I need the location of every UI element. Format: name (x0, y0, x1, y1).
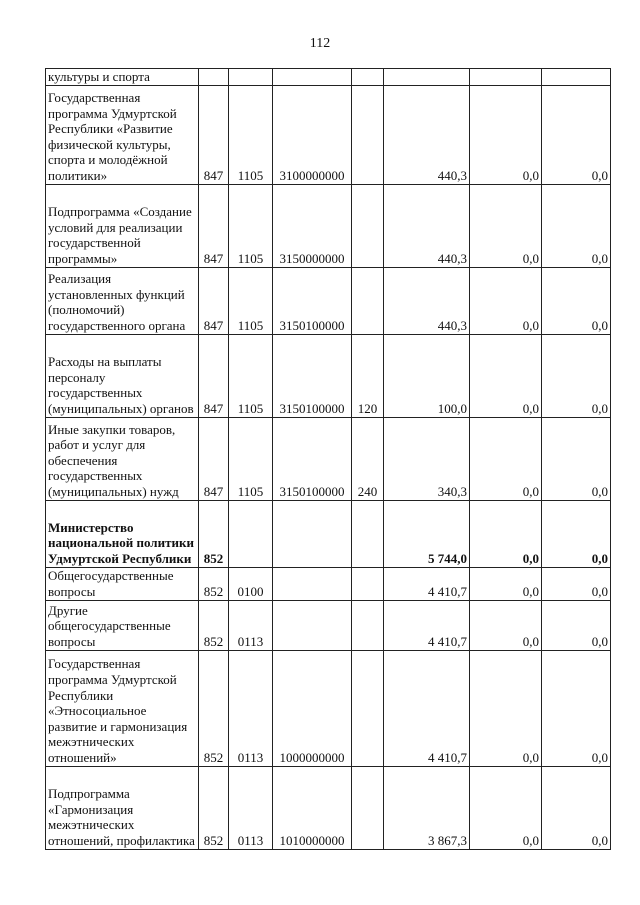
amount-year3-cell: 0,0 (542, 650, 611, 766)
table-row (46, 334, 611, 417)
section-code-cell (229, 69, 273, 86)
amount-year1-cell: 4 410,7 (384, 650, 470, 766)
budget-table (45, 68, 611, 850)
table-row (46, 184, 611, 267)
amount-year1-cell: 440,3 (384, 85, 470, 184)
row-name-cell: Расходы на выплаты персоналу государственных (муниципальных) органов (46, 334, 199, 417)
amount-year3-cell (542, 69, 611, 86)
expense-type-cell (352, 85, 384, 184)
amount-year2-cell: 0,0 (470, 417, 542, 500)
target-code-cell: 1000000000 (273, 650, 352, 766)
table-row (46, 600, 611, 650)
target-code-cell: 3100000000 (273, 85, 352, 184)
amount-year3-cell: 0,0 (542, 267, 611, 334)
target-code-cell: 3150100000 (273, 417, 352, 500)
admin-code-cell: 847 (199, 85, 229, 184)
table-row (46, 567, 611, 600)
row-name-cell: Реализация установленных функций (полномочий) государственного органа (46, 267, 199, 334)
admin-code-cell: 847 (199, 267, 229, 334)
expense-type-cell (352, 69, 384, 86)
table-row (46, 500, 611, 567)
expense-type-cell (352, 650, 384, 766)
target-code-cell: 1010000000 (273, 766, 352, 849)
admin-code-cell (199, 69, 229, 86)
section-code-cell: 0113 (229, 600, 273, 650)
target-code-cell (273, 600, 352, 650)
target-code-cell: 3150000000 (273, 184, 352, 267)
row-name-cell: Общегосударственные вопросы (46, 567, 199, 600)
admin-code-cell: 852 (199, 567, 229, 600)
page-number: 112 (309, 36, 331, 51)
admin-code-cell: 852 (199, 766, 229, 849)
admin-code-cell: 852 (199, 650, 229, 766)
amount-year2-cell: 0,0 (470, 85, 542, 184)
amount-year3-cell: 0,0 (542, 85, 611, 184)
amount-year1-cell: 440,3 (384, 184, 470, 267)
table-row (46, 650, 611, 766)
amount-year1-cell: 4 410,7 (384, 567, 470, 600)
amount-year1-cell: 100,0 (384, 334, 470, 417)
admin-code-cell: 847 (199, 184, 229, 267)
row-name-cell: культуры и спорта (46, 69, 199, 86)
admin-code-cell: 847 (199, 417, 229, 500)
amount-year2-cell: 0,0 (470, 334, 542, 417)
amount-year3-cell: 0,0 (542, 766, 611, 849)
table-row (46, 417, 611, 500)
row-name-cell: Иные закупки товаров, работ и услуг для обеспечения государственных (муниципальных) нужд (46, 417, 199, 500)
expense-type-cell (352, 600, 384, 650)
section-code-cell: 1105 (229, 267, 273, 334)
expense-type-cell: 240 (352, 417, 384, 500)
amount-year2-cell: 0,0 (470, 650, 542, 766)
target-code-cell (273, 500, 352, 567)
section-code-cell: 0100 (229, 567, 273, 600)
target-code-cell: 3150100000 (273, 267, 352, 334)
row-name-cell: Подпрограмма «Гармонизация межэтнических отношений, профилактика (46, 766, 199, 849)
amount-year2-cell: 0,0 (470, 500, 542, 567)
amount-year3-cell: 0,0 (542, 184, 611, 267)
amount-year2-cell: 0,0 (470, 600, 542, 650)
amount-year2-cell (470, 69, 542, 86)
amount-year1-cell: 4 410,7 (384, 600, 470, 650)
row-name-cell: Другие общегосударственные вопросы (46, 600, 199, 650)
amount-year3-cell: 0,0 (542, 500, 611, 567)
expense-type-cell (352, 766, 384, 849)
table-row (46, 69, 611, 86)
row-name-cell: Подпрограмма «Создание условий для реализации государственной программы» (46, 184, 199, 267)
target-code-cell (273, 69, 352, 86)
section-code-cell: 0113 (229, 766, 273, 849)
amount-year3-cell: 0,0 (542, 567, 611, 600)
expense-type-cell (352, 567, 384, 600)
amount-year2-cell: 0,0 (470, 766, 542, 849)
amount-year3-cell: 0,0 (542, 417, 611, 500)
amount-year3-cell: 0,0 (542, 334, 611, 417)
row-name-cell: Государственная программа Удмуртской Республики «Развитие физической культуры, спорта и молодёжной политики» (46, 85, 199, 184)
amount-year1-cell: 5 744,0 (384, 500, 470, 567)
table-row (46, 766, 611, 849)
amount-year3-cell: 0,0 (542, 600, 611, 650)
amount-year1-cell (384, 69, 470, 86)
section-code-cell: 1105 (229, 184, 273, 267)
expense-type-cell (352, 500, 384, 567)
section-code-cell: 0113 (229, 650, 273, 766)
amount-year1-cell: 440,3 (384, 267, 470, 334)
section-code-cell: 1105 (229, 334, 273, 417)
admin-code-cell: 852 (199, 500, 229, 567)
row-name-cell: Министерство национальной политики Удмуртской Республики (46, 500, 199, 567)
expense-type-cell (352, 267, 384, 334)
amount-year2-cell: 0,0 (470, 567, 542, 600)
amount-year1-cell: 3 867,3 (384, 766, 470, 849)
table-row (46, 267, 611, 334)
section-code-cell: 1105 (229, 417, 273, 500)
section-code-cell: 1105 (229, 85, 273, 184)
table-row (46, 85, 611, 184)
admin-code-cell: 852 (199, 600, 229, 650)
section-code-cell (229, 500, 273, 567)
amount-year2-cell: 0,0 (470, 267, 542, 334)
target-code-cell (273, 567, 352, 600)
row-name-cell: Государственная программа Удмуртской Республики «Этносоциальное развитие и гармонизация межэтнических отношений» (46, 650, 199, 766)
expense-type-cell: 120 (352, 334, 384, 417)
expense-type-cell (352, 184, 384, 267)
admin-code-cell: 847 (199, 334, 229, 417)
amount-year1-cell: 340,3 (384, 417, 470, 500)
amount-year2-cell: 0,0 (470, 184, 542, 267)
target-code-cell: 3150100000 (273, 334, 352, 417)
